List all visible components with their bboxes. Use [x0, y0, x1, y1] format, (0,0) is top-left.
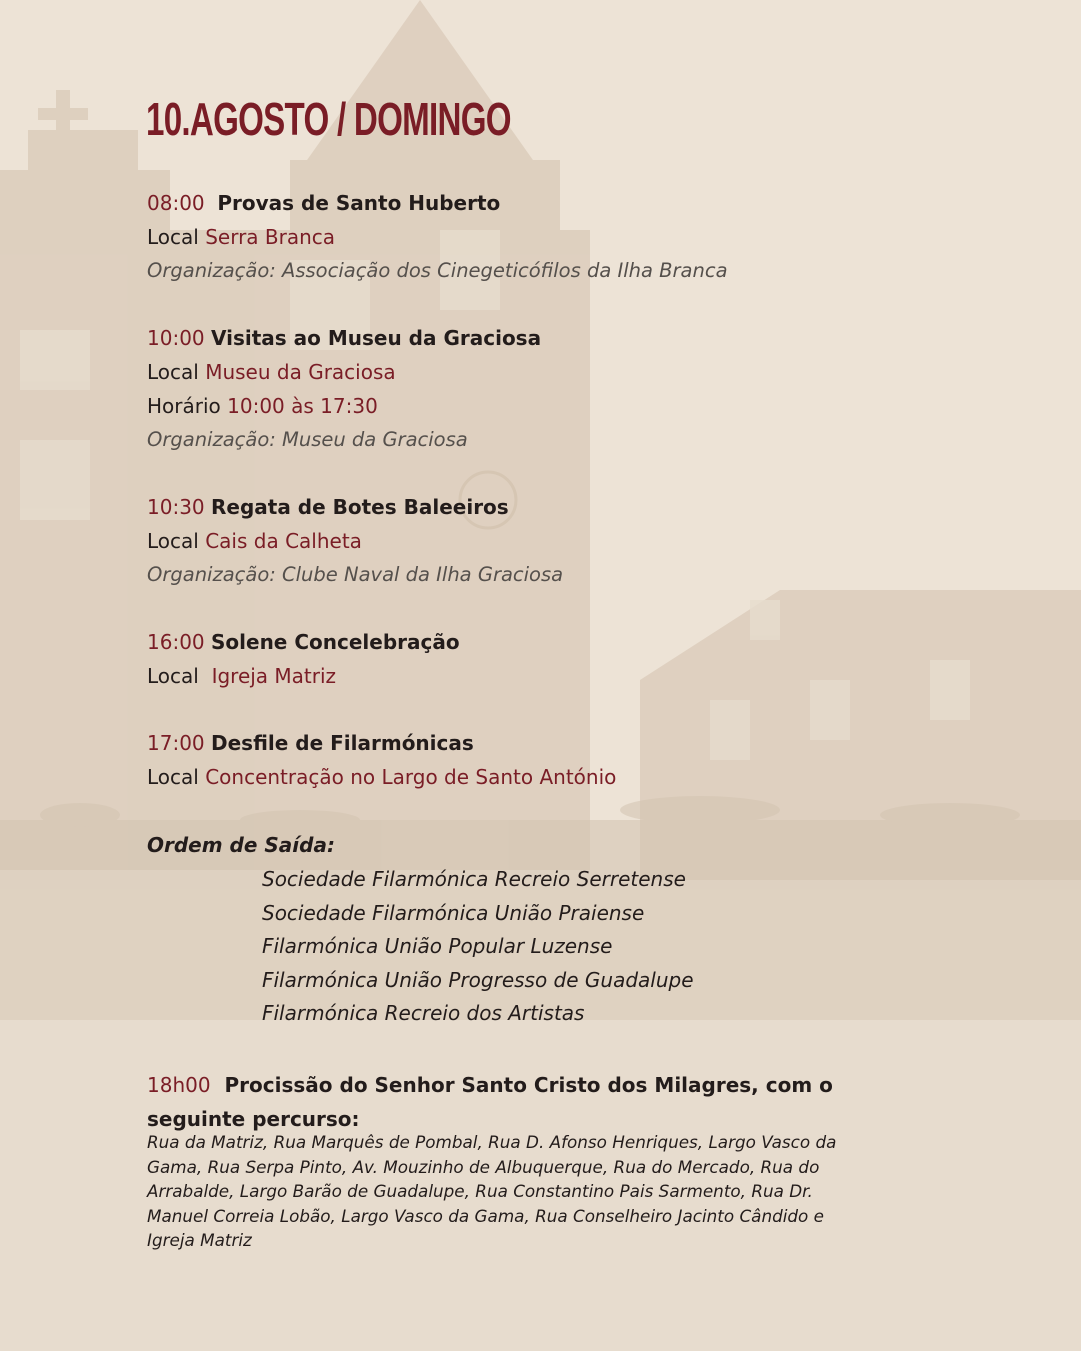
page-title: 10.AGOSTO / DOMINGO	[146, 93, 511, 145]
local-value: Cais da Calheta	[205, 529, 362, 553]
event-time: 08:00	[147, 191, 205, 215]
event-location	[147, 765, 616, 789]
local-label: Local	[147, 225, 199, 249]
local-label: Local	[147, 664, 199, 688]
event-organizer: Organização: Museu da Graciosa	[147, 428, 468, 451]
local-label: Local	[147, 360, 199, 384]
event-location	[147, 664, 336, 688]
event-organizer: Organização: Clube Naval da Ilha Graciosa	[147, 563, 564, 586]
band-item: Filarmónica União Progresso de Guadalupe	[262, 968, 694, 992]
band-item: Filarmónica União Popular Luzense	[262, 934, 613, 958]
order-heading: Ordem de Saída:	[147, 833, 335, 857]
event-time: 10:30	[147, 495, 205, 519]
local-label: Local	[147, 765, 199, 789]
horario-value: 10:00 às 17:30	[227, 394, 378, 418]
event-location	[147, 360, 396, 384]
event-heading	[147, 630, 460, 654]
event-location	[147, 529, 362, 553]
band-item: Sociedade Filarmónica Recreio Serretense	[262, 867, 686, 891]
event-schedule	[147, 394, 378, 418]
local-value: Igreja Matriz	[211, 664, 337, 688]
procession-title: Procissão do Senhor Santo Cristo dos Milagres, com o seguinte percurso:	[147, 1073, 833, 1131]
event-time: 16:00	[147, 630, 205, 654]
event-time: 17:00	[147, 731, 205, 755]
event-title: Solene Concelebração	[211, 630, 460, 654]
event-heading	[147, 495, 509, 519]
event-organizer: Organização: Associação dos Cinegeticófilos da Ilha Branca	[147, 259, 728, 282]
local-value: Museu da Graciosa	[205, 360, 396, 384]
event-title: Provas de Santo Huberto	[217, 191, 501, 215]
event-location	[147, 225, 335, 249]
event-title: Desfile de Filarmónicas	[211, 731, 474, 755]
event-time: 10:00	[147, 326, 205, 350]
procession-route: Rua da Matriz, Rua Marquês de Pombal, Rua D. Afonso Henriques, Largo Vasco da Gama, Rua Serpa Pinto, Av. Mouzinho de Albuquerque, Rua do Mercado, Rua do Arrabalde, Largo Barão de Guadalupe, Rua Constantino Pais Sarmento, Rua Dr. Manuel Correia Lobão, Largo Vasco da Gama, Rua Conselheiro Jacinto Cândido e Igreja Matriz	[147, 1132, 837, 1250]
event-heading	[147, 731, 474, 755]
local-label: Local	[147, 529, 199, 553]
band-item: Filarmónica Recreio dos Artistas	[262, 1001, 585, 1025]
local-value: Concentração no Largo de Santo António	[205, 765, 617, 789]
event-heading	[147, 326, 541, 350]
event-title: Visitas ao Museu da Graciosa	[211, 326, 542, 350]
horario-label: Horário	[147, 394, 221, 418]
local-value: Serra Branca	[205, 225, 336, 249]
event-heading	[147, 191, 500, 215]
band-item: Sociedade Filarmónica União Praiense	[262, 901, 645, 925]
procession-time: 18h00	[147, 1073, 211, 1097]
procession-heading	[147, 1068, 847, 1136]
event-title: Regata de Botes Baleeiros	[211, 495, 509, 519]
